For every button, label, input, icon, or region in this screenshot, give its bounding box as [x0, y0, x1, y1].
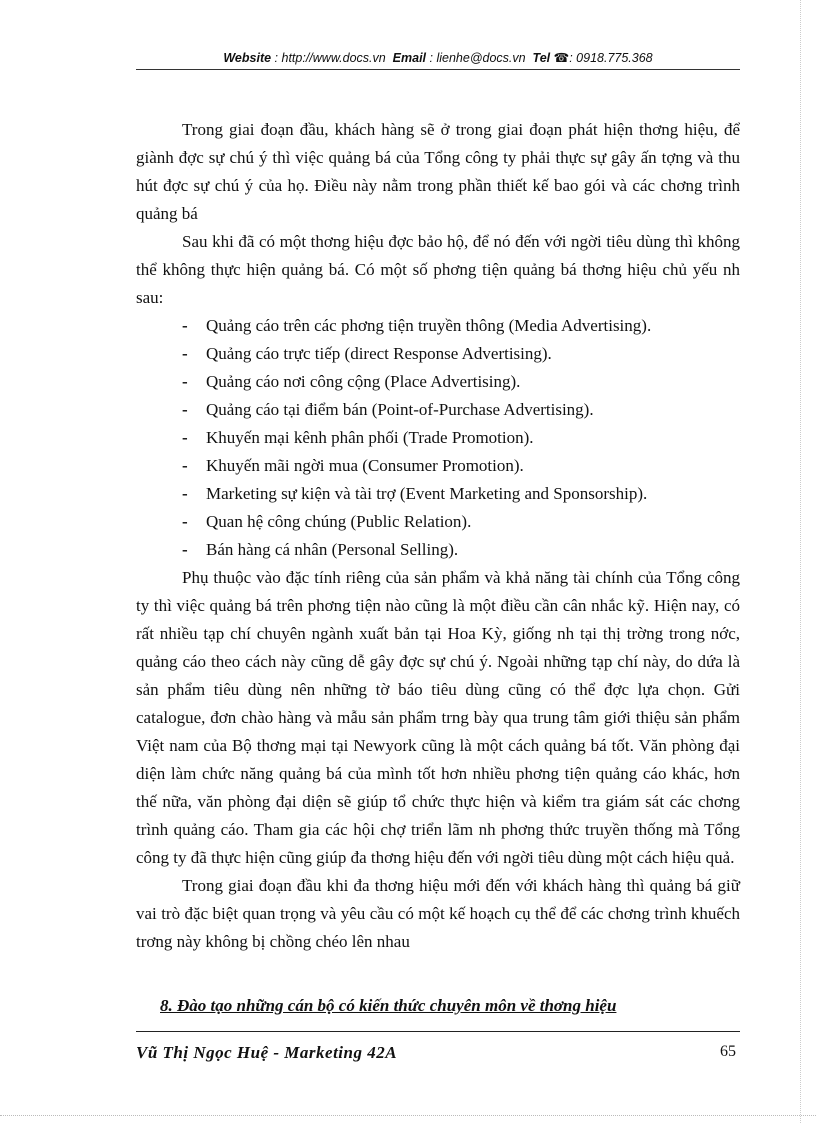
paragraph-3: Phụ thuộc vào đặc tính riêng của sản phẩm và khả năng tài chính của Tổng công ty thì việc quảng bá trên phơng tiện nào cũng là một điều cần cân nhắc kỹ. Hiện nay, có rất nhiều tạp chí chuyên ngành xuất bản tại Hoa Kỳ, giống nh tại thị trờng trong nớc, quảng cáo theo cách này cũng dễ gây đợc sự chú ý. Ngoài những tạp chí này, do dứa là sản phẩm tiêu dùng nên những tờ báo tiêu dùng cũng có thể đợc lựa chọn. Gửi catalogue, đơn chào hàng và mẫu sản phẩm trng bày qua trung tâm giới thiệu sản phẩm Việt nam của Bộ thơng mại tại Newyork cũng là một cách quảng bá tốt. Văn phòng đại diện làm chức năng quảng bá của mình tốt hơn nhiều phơng tiện quảng cáo khác, hơn thế nữa, văn phòng đại diện sẽ giúp tổ chức thực hiện và kiểm tra giám sát các chơng trình quảng cáo. Tham gia các hội chợ triển lãm nh phơng thức truyền thống mà Tổng công ty đã thực hiện cũng giúp đa thơng hiệu đến với ngời tiêu dùng một cách hiệu quả.	[136, 568, 740, 867]
document-body	[136, 116, 740, 956]
paragraph-2: Sau khi đã có một thơng hiệu đợc bảo hộ, để nó đến với ngời tiêu dùng thì không thể không thực hiện quảng bá. Có một số phơng tiện quảng bá thơng hiệu chủ yếu nh sau:	[136, 232, 740, 307]
advertising-list	[136, 312, 740, 564]
tel-value: : 0918.775.368	[569, 51, 653, 65]
bullet-dash: -	[182, 400, 188, 419]
list-item: - Quảng cáo nơi công cộng (Place Advertising).	[182, 368, 740, 396]
list-item: - Quan hệ công chúng (Public Relation).	[182, 508, 740, 536]
bullet-dash: -	[182, 540, 188, 559]
paragraph-1: Trong giai đoạn đầu, khách hàng sẽ ở trong giai đoạn phát hiện thơng hiệu, để giành đợc sự chú ý thì việc quảng bá của Tổng công ty phải thực sự gây ấn tợng và thu hút đợc sự chú ý của họ. Điều này nằm trong phần thiết kế bao gói và các chơng trình quảng bá	[136, 120, 740, 223]
bullet-dash: -	[182, 428, 188, 447]
email-label: Email	[392, 51, 427, 65]
bullet-dash: -	[182, 316, 188, 335]
paragraph-4: Trong giai đoạn đầu khi đa thơng hiệu mới đến với khách hàng thì quảng bá giữ vai trò đặc biệt quan trọng và yêu cầu có một kế hoạch cụ thể để các chơng trình khuếch trơng này không bị chồng chéo lên nhau	[136, 876, 740, 951]
header-divider	[136, 69, 740, 70]
telephone-icon: ☎	[553, 51, 570, 65]
email-value: : lienhe@docs.vn	[429, 51, 526, 65]
page-header	[136, 50, 740, 65]
website-value: : http://www.docs.vn	[274, 51, 386, 65]
website-label: Website	[223, 51, 272, 65]
list-item: - Marketing sự kiện và tài trợ (Event Marketing and Sponsorship).	[182, 480, 740, 508]
list-item: - Khuyến mại kênh phân phối (Trade Promotion).	[182, 424, 740, 452]
footer-author: Vũ Thị Ngọc Huệ - Marketing 42A	[136, 1043, 398, 1062]
list-item: - Khuyến mãi ngời mua (Consumer Promotion).	[182, 452, 740, 480]
list-item: - Quảng cáo trực tiếp (direct Response Advertising).	[182, 340, 740, 368]
list-item: - Quảng cáo tại điểm bán (Point-of-Purchase Advertising).	[182, 396, 740, 424]
bullet-dash: -	[182, 512, 188, 531]
list-item: - Bán hàng cá nhân (Personal Selling).	[182, 536, 740, 564]
bullet-dash: -	[182, 484, 188, 503]
page-edge-bottom	[0, 1115, 816, 1116]
bullet-dash: -	[182, 344, 188, 363]
section-heading: 8. Đào tạo những cán bộ có kiến thức chuyên môn về thơng hiệu	[160, 996, 617, 1015]
page-edge-right	[800, 0, 801, 1123]
page-number: 65	[720, 1043, 736, 1060]
footer-divider	[136, 1031, 740, 1032]
bullet-dash: -	[182, 456, 188, 475]
tel-label: Tel	[532, 51, 551, 65]
bullet-dash: -	[182, 372, 188, 391]
list-item: - Quảng cáo trên các phơng tiện truyền thông (Media Advertising).	[182, 312, 740, 340]
